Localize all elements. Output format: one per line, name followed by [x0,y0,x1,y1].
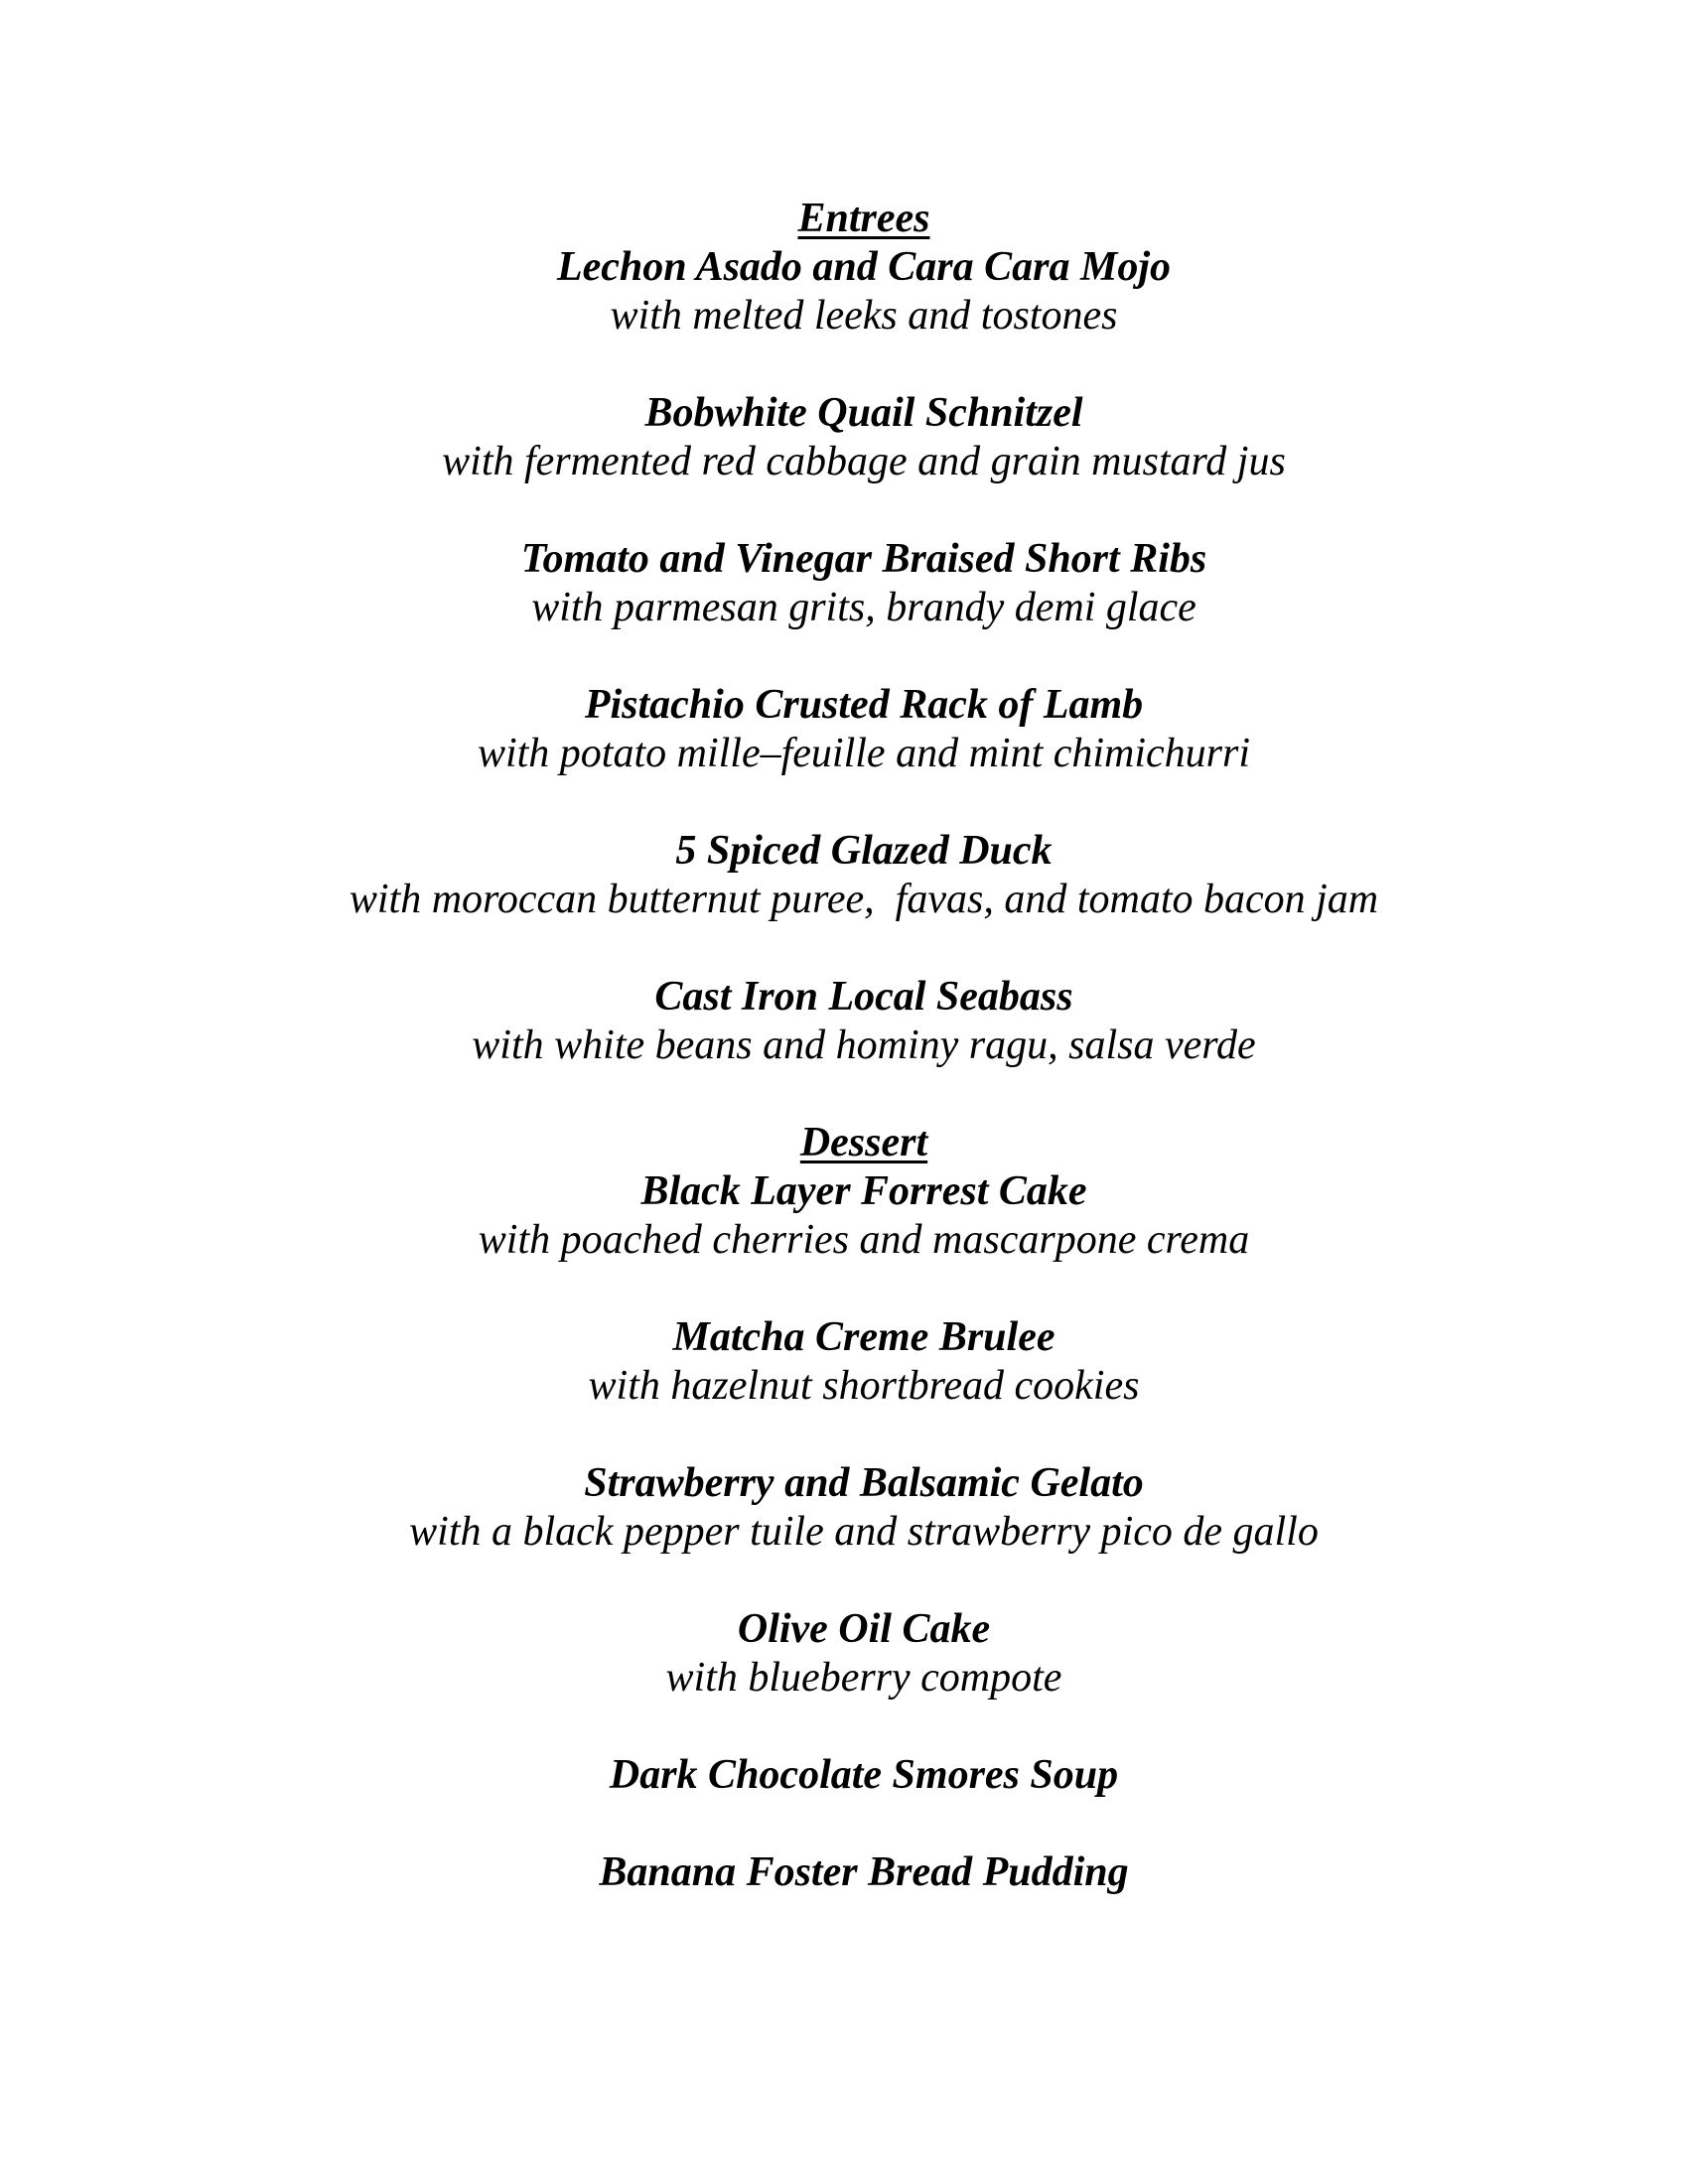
item-name: Olive Oil Cake [737,1606,991,1652]
menu-item [40,1751,1688,1800]
menu-item [40,1848,1688,1897]
item-description: with white beans and hominy ragu, salsa verde [472,1023,1256,1068]
section-entrees [40,195,1688,1070]
item-name: Tomato and Vinegar Braised Short Ribs [520,536,1207,582]
item-description: with hazelnut shortbread cookies [588,1363,1140,1409]
item-name: Banana Foster Bread Pudding [599,1849,1129,1895]
section-title-entrees: Entrees [797,196,930,241]
item-name: Black Layer Forrest Cake [640,1168,1087,1214]
item-description: with poached cherries and mascarpone crema [478,1217,1250,1263]
item-description: with potato mille–feuille and mint chimichurri [477,731,1251,776]
item-description: with fermented red cabbage and grain mustard jus [442,439,1286,484]
item-name: Cast Iron Local Seabass [654,974,1073,1020]
menu-item [40,681,1688,778]
menu-item [40,535,1688,632]
menu-item [40,1313,1688,1411]
menu-item [40,1605,1688,1703]
item-description: with blueberry compote [665,1655,1062,1701]
item-name: Pistachio Crusted Rack of Lamb [584,682,1144,728]
item-name: Lechon Asado and Cara Cara Mojo [556,244,1172,290]
menu-item [40,1459,1688,1557]
item-name: Matcha Creme Brulee [672,1314,1055,1360]
section-title-dessert: Dessert [799,1120,928,1165]
item-description: with melted leeks and tostones [610,293,1118,339]
menu-item [40,243,1688,341]
item-name: Dark Chocolate Smores Soup [609,1752,1119,1798]
menu-item [40,1167,1688,1265]
item-name: Bobwhite Quail Schnitzel [644,390,1083,436]
menu-item [40,973,1688,1070]
item-name: 5 Spiced Glazed Duck [675,828,1053,874]
item-description: with moroccan butternut puree, favas, and tomato bacon jam [349,877,1379,922]
menu-item [40,827,1688,924]
menu-item [40,389,1688,486]
item-description: with a black pepper tuile and strawberry pico de gallo [409,1509,1319,1555]
item-name: Strawberry and Balsamic Gelato [584,1460,1144,1506]
item-description: with parmesan grits, brandy demi glace [531,585,1196,630]
section-dessert [40,1119,1688,1897]
